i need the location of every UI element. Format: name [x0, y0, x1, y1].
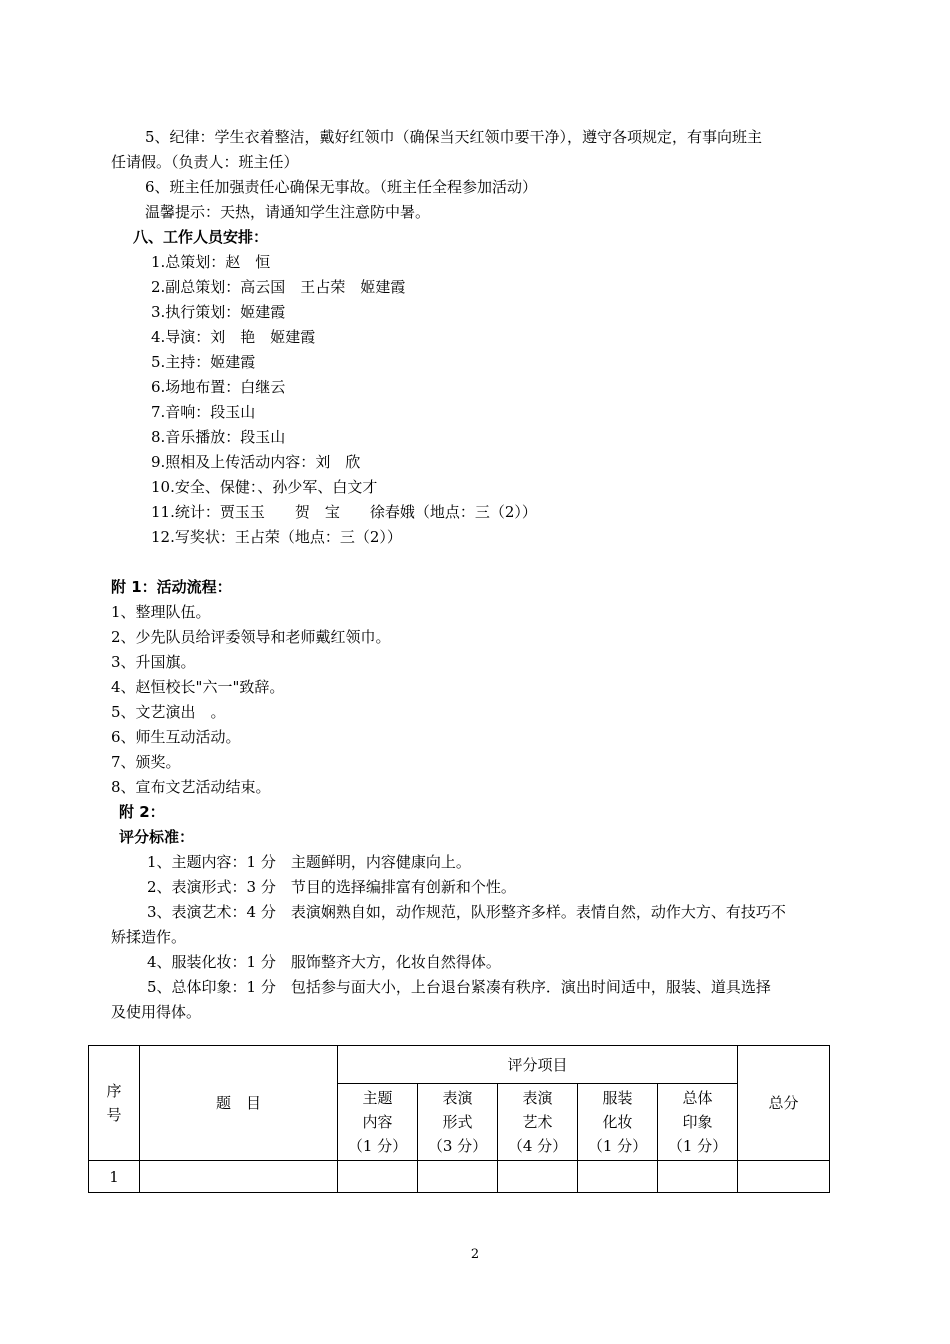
staff-item: 10.安全、保健：、孙少军、白文才 [151, 478, 378, 496]
staff-heading: 八、工作人员安排： [133, 228, 269, 246]
warm-tip: 温馨提示：天热，请通知学生注意防中暑。 [145, 203, 431, 221]
criterion-continued: 及使用得体。 [111, 1003, 202, 1021]
rule-6: 6、班主任加强责任心确保无事故。（班主任全程参加活动） [145, 178, 538, 196]
criterion: 3、表演艺术：4 分 表演娴熟自如，动作规范，队形整齐多样。表情自然，动作大方、有技巧不 [147, 903, 786, 921]
staff-item: 5.主持：姬建霞 [151, 353, 256, 371]
flow-step: 5、文艺演出 。 [111, 703, 226, 721]
criterion: 5、总体印象：1 分 包括参与面大小，上台退台紧凑有秩序．演出时间适中，服装、道具选择 [147, 978, 771, 996]
row-total[interactable] [738, 1161, 830, 1193]
header-total: 总分 [738, 1046, 830, 1161]
flow-step: 8、宣布文艺活动结束。 [111, 778, 271, 796]
header-title: 题 目 [140, 1046, 338, 1161]
scoring-table [88, 1045, 830, 1193]
header-no: 序 号 [89, 1046, 140, 1161]
row-score[interactable] [658, 1161, 738, 1193]
flow-step: 1、整理队伍。 [111, 603, 211, 621]
header-item: 表演 形式 （3 分） [418, 1084, 498, 1161]
page-number: 2 [470, 1247, 480, 1262]
header-item: 服装 化妆 （1 分） [578, 1084, 658, 1161]
row-score[interactable] [418, 1161, 498, 1193]
staff-item: 1.总策划：赵 恒 [151, 253, 271, 271]
staff-item: 8.音乐播放：段玉山 [151, 428, 286, 446]
staff-item: 11.统计：贾玉玉 贺 宝 徐春娥（地点：三（2）） [151, 503, 537, 521]
criteria-heading: 评分标准： [119, 828, 195, 846]
appendix1-heading: 附 1：活动流程： [111, 578, 232, 596]
row-score[interactable] [498, 1161, 578, 1193]
staff-item: 12.写奖状：王占荣（地点：三（2）） [151, 528, 402, 546]
flow-step: 6、师生互动活动。 [111, 728, 241, 746]
rule-5-line-2: 任请假。（负责人：班主任） [111, 153, 299, 171]
staff-item: 9.照相及上传活动内容：刘 欣 [151, 453, 361, 471]
staff-item: 3.执行策划：姬建霞 [151, 303, 286, 321]
header-score-items: 评分项目 [338, 1046, 738, 1084]
rule-5-line-1: 5、纪律：学生衣着整洁，戴好红领巾（确保当天红领巾要干净），遵守各项规定，有事向班主 [145, 128, 763, 146]
criterion-continued: 矫揉造作。 [111, 928, 187, 946]
flow-step: 7、颁奖。 [111, 753, 181, 771]
criterion: 2、表演形式：3 分 节目的选择编排富有创新和个性。 [147, 878, 516, 896]
row-score[interactable] [578, 1161, 658, 1193]
staff-item: 2.副总策划：高云国 王占荣 姬建霞 [151, 278, 406, 296]
row-no: 1 [89, 1161, 140, 1193]
criterion: 1、主题内容：1 分 主题鲜明，内容健康向上。 [147, 853, 471, 871]
header-item: 主题 内容 （1 分） [338, 1084, 418, 1161]
flow-step: 4、赵恒校长"六一"致辞。 [111, 678, 285, 696]
row-score[interactable] [338, 1161, 418, 1193]
flow-step: 3、升国旗。 [111, 653, 196, 671]
staff-item: 7.音响：段玉山 [151, 403, 256, 421]
staff-item: 6.场地布置：白继云 [151, 378, 286, 396]
staff-item: 4.导演：刘 艳 姬建霞 [151, 328, 316, 346]
appendix2-heading: 附 2： [119, 803, 165, 821]
table-row [89, 1161, 830, 1193]
row-title[interactable] [140, 1161, 338, 1193]
criterion: 4、服装化妆：1 分 服饰整齐大方，化妆自然得体。 [147, 953, 501, 971]
header-item: 总体 印象 （1 分） [658, 1084, 738, 1161]
header-item: 表演 艺术 （4 分） [498, 1084, 578, 1161]
flow-step: 2、少先队员给评委领导和老师戴红领巾。 [111, 628, 391, 646]
